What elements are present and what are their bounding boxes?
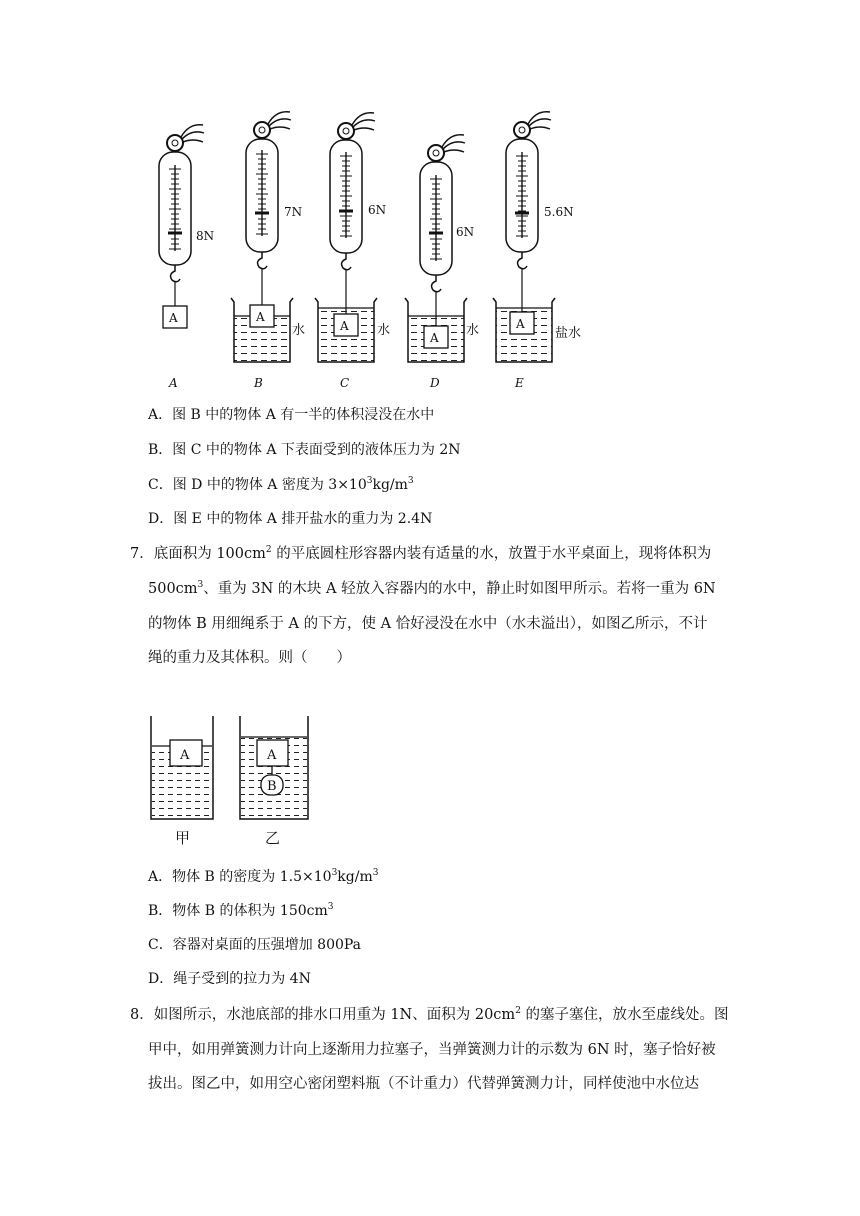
reading-b: 7N: [284, 205, 303, 219]
q6-option-a: A．图 B 中的物体 A 有一半的体积浸没在水中: [148, 407, 435, 423]
block-a-label-3: A: [340, 319, 349, 333]
q7-line-4: 绳的重力及其体积。则（ ）: [148, 650, 351, 666]
q7-option-b: B．物体 B 的体积为 $150cm^3$: [148, 902, 334, 919]
block-a-label-2: A: [256, 310, 265, 324]
q7-line-2: $500cm^3$、重为 3N 的木块 A 轻放入容器内的水中，静止时如图甲所示。若将一重为 6N: [148, 580, 716, 597]
q8-line-1: 8．如图所示，水池底部的排水口用重为 1N、面积为 $20cm^2$ 的塞子塞住，放水至虚线处。图: [130, 1006, 729, 1023]
q7-option-a: A．物体 B 的密度为 $1.5\times 10^3kg/m^3$: [148, 868, 379, 885]
block-a-jia: A: [180, 748, 190, 763]
caption-c: C: [340, 376, 350, 390]
spring-scale-figure: [0, 0, 860, 400]
reading-d: 6N: [456, 225, 475, 239]
container-figure: [140, 700, 340, 860]
spring-scale-a: [159, 125, 204, 328]
reading-e: 5.6N: [544, 205, 574, 219]
q7-option-d: D．绳子受到的拉力为 4N: [148, 971, 311, 987]
block-a-label-5: A: [516, 317, 525, 331]
block-b-yi: B: [267, 779, 277, 794]
spring-scale-d: [405, 135, 467, 362]
liquid-label-b: 水: [292, 323, 306, 338]
label-yi: 乙: [265, 829, 281, 847]
reading-a: 8N: [196, 229, 215, 243]
block-a-label-4: A: [430, 331, 439, 345]
q6-option-c: C．图 D 中的物体 A 密度为 $3\times 10^3kg/m^3$: [148, 476, 414, 493]
liquid-label-c: 水: [377, 323, 391, 338]
liquid-label-e: 盐水: [555, 326, 582, 341]
block-a-label-1: A: [169, 311, 178, 325]
q7-option-c: C．容器对桌面的压强增加 800Pa: [148, 937, 362, 953]
q8-line-3: 拔出。图乙中，如用空心密闭塑料瓶（不计重力）代替弹簧测力计，同样使池中水位达: [148, 1076, 699, 1092]
liquid-label-d: 水: [466, 323, 480, 338]
caption-e: E: [515, 376, 524, 390]
caption-a: A: [169, 376, 178, 390]
block-a-yi: A: [267, 748, 277, 763]
q7-line-1: 7．底面积为 $100cm^2$ 的平底圆柱形容器内装有适量的水，放置于水平桌面上，现将体积为: [130, 545, 712, 562]
spring-scale-b: [231, 112, 293, 362]
q6-option-d: D．图 E 中的物体 A 排开盐水的重力为 2.4N: [148, 511, 433, 527]
q7-line-3: 的物体 B 用细绳系于 A 的下方，使 A 恰好浸没在水中（水未溢出），如图乙所示，不计: [148, 616, 708, 632]
caption-d: D: [430, 376, 440, 390]
caption-b: B: [254, 376, 263, 390]
q6-option-b: B．图 C 中的物体 A 下表面受到的液体压力为 2N: [148, 442, 461, 458]
q8-line-2: 甲中，如用弹簧测力计向上逐渐用力拉塞子，当弹簧测力计的示数为 6N 时，塞子恰好被: [148, 1042, 716, 1058]
reading-c: 6N: [368, 203, 387, 217]
container-jia: [151, 716, 213, 819]
container-yi: [240, 716, 308, 819]
label-jia: 甲: [175, 829, 191, 847]
